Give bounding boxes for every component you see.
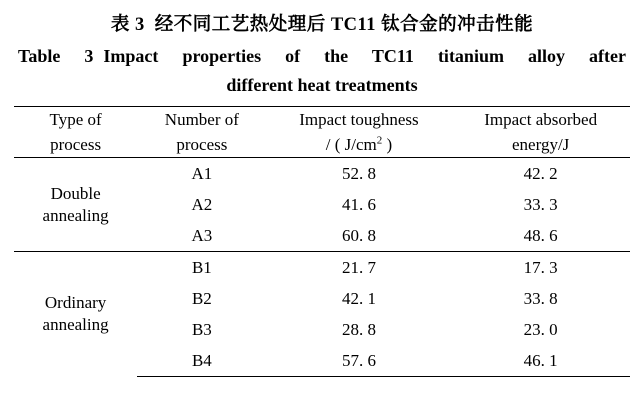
header-type-of-process: Type of process <box>14 107 137 158</box>
caption-english-line2: different heat treatments <box>226 75 418 95</box>
cell-process-number: A2 <box>191 195 213 214</box>
cell-impact-energy: 17. 3 <box>451 252 630 284</box>
cell-impact-energy: 23. 0 <box>523 320 558 339</box>
cell-impact-toughness: 28. 8 <box>341 320 376 339</box>
header-number-of-process: Number of process <box>137 107 266 158</box>
cell-process-number: A3 <box>191 226 213 245</box>
cell-impact-energy: 46. 1 <box>451 345 630 377</box>
header-toughness-units: / ( $J/cm^2$ ) <box>325 134 393 154</box>
header-impact-absorbed-energy: Impact absorbed energy/J <box>451 107 630 158</box>
cell-impact-toughness: 60. 8 <box>341 226 376 245</box>
cell-impact-energy: 33. 3 <box>523 195 558 214</box>
caption-chinese-text: 经不同工艺热处理后 TC11 钛合金的冲击性能 <box>154 15 534 35</box>
group-label-double-annealing: Double annealing <box>14 158 137 252</box>
caption-english-line1 <box>14 42 630 71</box>
table-row <box>14 158 630 190</box>
cell-impact-toughness: 52. 8 <box>267 158 452 190</box>
cell-impact-toughness: 41. 6 <box>341 195 376 214</box>
caption-english <box>14 42 630 100</box>
cell-impact-toughness: 21. 7 <box>267 252 452 284</box>
cell-impact-energy: 48. 6 <box>523 226 558 245</box>
cell-process-number: B4 <box>137 345 266 377</box>
caption-english-number: Table 3 <box>18 46 94 66</box>
caption-chinese <box>14 10 630 40</box>
cell-impact-energy: 42. 2 <box>451 158 630 190</box>
cell-impact-toughness: 57. 6 <box>267 345 452 377</box>
header-row <box>14 107 630 158</box>
group-label-ordinary-annealing: Ordinary annealing <box>14 252 137 377</box>
cell-impact-energy: 33. 8 <box>523 289 558 308</box>
table-row <box>14 252 630 284</box>
table-body <box>14 158 630 377</box>
cell-process-number: B1 <box>137 252 266 284</box>
cell-process-number: B2 <box>191 289 212 308</box>
table-header <box>14 107 630 158</box>
header-impact-toughness: Impact toughness / ( $J/cm^2$ ) <box>267 107 452 158</box>
table-caption <box>14 10 630 100</box>
caption-chinese-number: 表 3 <box>110 15 145 35</box>
cell-impact-toughness: 42. 1 <box>341 289 376 308</box>
caption-english-text1: Impact properties of the TC11 titanium alloy after <box>103 46 627 66</box>
impact-properties-table <box>14 106 630 377</box>
cell-process-number: A1 <box>137 158 266 190</box>
cell-process-number: B3 <box>191 320 212 339</box>
